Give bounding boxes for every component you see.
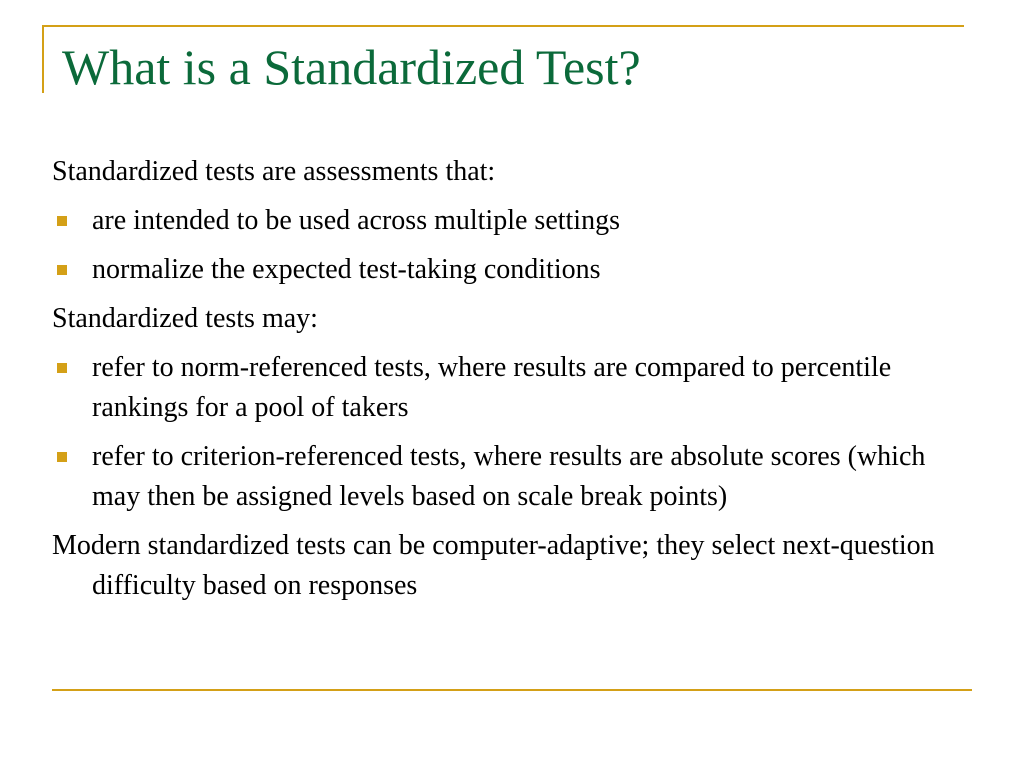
- bullet-item: [52, 250, 952, 290]
- slide-body: [52, 152, 952, 615]
- bullet-item: [52, 437, 952, 517]
- body-text-line: Modern standardized tests can be computer-adaptive; they select next-question difficulty based on responses: [52, 530, 935, 601]
- square-bullet-icon: [57, 452, 67, 462]
- bullet-item: [52, 201, 952, 241]
- square-bullet-icon: [57, 265, 67, 275]
- body-text-line: Standardized tests are assessments that:: [52, 156, 496, 187]
- slide-title: What is a Standardized Test?: [62, 39, 641, 95]
- square-bullet-icon: [57, 216, 67, 226]
- bullet-text: normalize the expected test-taking conditions: [92, 254, 601, 285]
- body-text-line: Standardized tests may:: [52, 303, 318, 334]
- title-frame-left-rule: [42, 25, 44, 93]
- bullet-text: refer to norm-referenced tests, where results are compared to percentile rankings for a pool of takers: [92, 352, 892, 423]
- bullet-item: [52, 348, 952, 428]
- square-bullet-icon: [57, 363, 67, 373]
- title-frame-top-rule: [42, 25, 964, 27]
- bullet-text: refer to criterion-referenced tests, where results are absolute scores (which may then be assigned levels based on scale break points): [92, 441, 926, 512]
- bullet-text: are intended to be used across multiple settings: [92, 205, 620, 236]
- footer-divider-rule: [52, 689, 972, 691]
